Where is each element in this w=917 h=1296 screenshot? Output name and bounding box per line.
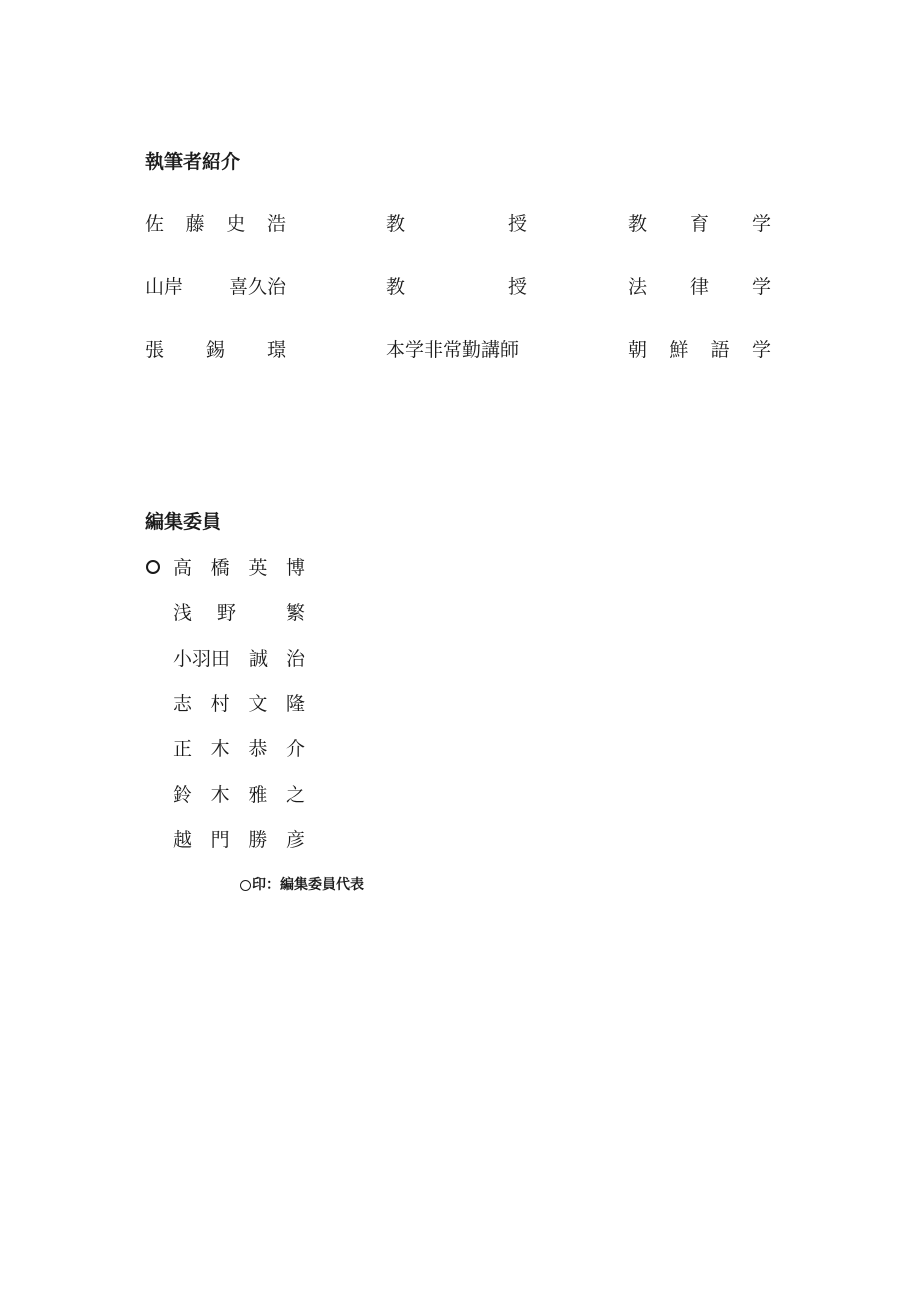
- author-1-field-char: 教: [628, 213, 648, 235]
- editor-name-char: 誠: [248, 648, 268, 670]
- editor-name-char: 正: [173, 738, 193, 760]
- editor-name-char: 介: [285, 738, 305, 760]
- author-1-name-char: 藤: [185, 213, 205, 235]
- author-2-field-char: 法: [628, 276, 648, 298]
- representative-circle-icon: [146, 560, 160, 574]
- author-3-field-char: 鮮: [669, 339, 689, 361]
- editor-member-6: [173, 783, 305, 807]
- author-3-field: [628, 338, 771, 362]
- editor-name-char: 門: [210, 829, 230, 851]
- author-1-field: [628, 212, 771, 236]
- author-2-name: [145, 275, 286, 299]
- editor-member-1: [173, 556, 305, 580]
- author-1-name-char: 浩: [266, 213, 286, 235]
- representative-note: [240, 876, 364, 894]
- editor-name-char: 浅: [173, 602, 193, 624]
- editor-member-3: [173, 647, 305, 671]
- author-3-name-char: 璟: [266, 339, 286, 361]
- author-2-field-char: 学: [751, 276, 771, 298]
- editors-heading: 編集委員: [145, 511, 222, 533]
- editor-name-char: 小羽田: [173, 648, 231, 670]
- editor-name-char: 恭: [248, 738, 268, 760]
- author-1-name-char: 佐: [145, 213, 165, 235]
- editor-name-char: 治: [285, 648, 305, 670]
- author-3-name: [145, 338, 286, 362]
- representative-note-text: 印：編集委員代表: [252, 877, 364, 893]
- author-2-title-char: 授: [507, 276, 527, 298]
- author-2-title-char: 教: [386, 276, 406, 298]
- editor-name-char: 文: [248, 693, 268, 715]
- author-3-name-char: 張: [145, 339, 165, 361]
- editor-name-char: 勝: [248, 829, 268, 851]
- author-3-field-char: 朝: [628, 339, 648, 361]
- editor-name-char: 橋: [210, 557, 230, 579]
- editor-member-7: [173, 828, 305, 852]
- editor-member-5: [173, 737, 305, 761]
- author-3-field-char: 語: [710, 339, 730, 361]
- author-2-name-char: 岸: [164, 276, 184, 298]
- editor-name-char: 鈴: [173, 784, 193, 806]
- author-2-name-char: 喜久治: [228, 276, 286, 298]
- author-1-field-char: 育: [689, 213, 709, 235]
- editor-name-char: 英: [248, 557, 268, 579]
- editor-member-2: [173, 601, 305, 625]
- author-2-field-char: 律: [689, 276, 709, 298]
- author-2-field: [628, 275, 771, 299]
- author-1-field-char: 学: [751, 213, 771, 235]
- editor-name-char: 之: [285, 784, 305, 806]
- author-3-name-char: 錫: [205, 339, 225, 361]
- small-circle-icon: [240, 880, 251, 891]
- editor-member-4: [173, 692, 305, 716]
- editor-name-char: 彦: [285, 829, 305, 851]
- editor-name-char: 博: [285, 557, 305, 579]
- author-3-title-text: 本学非常勤講師: [386, 339, 520, 361]
- editor-name-char: 木: [210, 738, 230, 760]
- author-1-title-char: 教: [386, 213, 406, 235]
- editor-name-char: 志: [173, 693, 193, 715]
- editor-name-char: 木: [210, 784, 230, 806]
- author-2-name-char: 山: [145, 276, 165, 298]
- author-2-title: [386, 275, 527, 299]
- editor-name-char: 高: [173, 557, 193, 579]
- author-1-title: [386, 212, 527, 236]
- editor-name-char: 野: [217, 602, 237, 624]
- author-1-name: [145, 212, 286, 236]
- authors-heading: 執筆者紹介: [145, 151, 241, 173]
- editor-name-char: 隆: [285, 693, 305, 715]
- author-3-title: [386, 338, 546, 362]
- editor-name-char: 村: [210, 693, 230, 715]
- editor-name-char: 雅: [248, 784, 268, 806]
- editor-name-char: 繁: [285, 602, 305, 624]
- author-1-title-char: 授: [507, 213, 527, 235]
- author-3-field-char: 学: [751, 339, 771, 361]
- editor-name-char: 越: [173, 829, 193, 851]
- author-1-name-char: 史: [226, 213, 246, 235]
